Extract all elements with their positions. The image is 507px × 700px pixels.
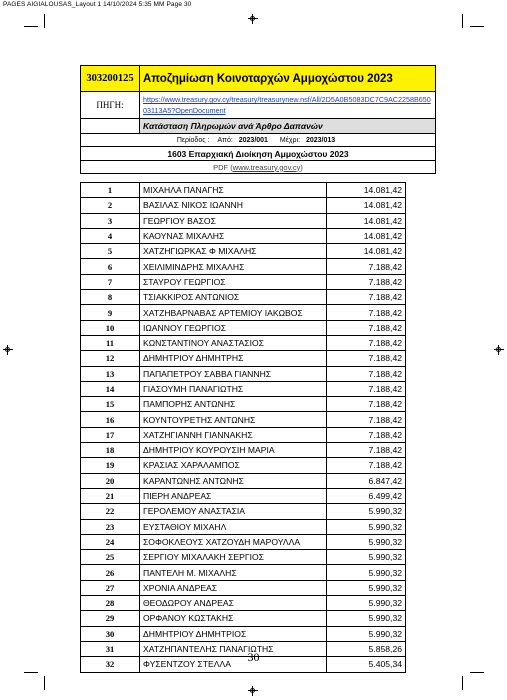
- table-row: [81, 626, 406, 641]
- payee-name: ΕΥΣΤΑΘΙΟΥ ΜΙΧΑΗΛ: [140, 519, 327, 534]
- payee-name: ΣΤΑΥΡΟΥ ΓΕΩΡΓΙΟΣ: [140, 274, 327, 289]
- payment-amount: 7.188,42: [327, 290, 406, 305]
- print-slug: PAGES AIGIALOUSAS_Layout 1 14/10/2024 5:35 ΜΜ Page 30: [3, 1, 192, 8]
- row-number: 21: [81, 488, 140, 503]
- payee-name: ΜΙΧΑΗΛΑ ΠΑΝΑΓΗΣ: [140, 183, 327, 198]
- payment-amount: 7.188,42: [327, 443, 406, 458]
- row-number: 11: [81, 335, 140, 350]
- header-table: [80, 65, 436, 174]
- row-number: 23: [81, 519, 140, 534]
- payment-amount: 7.188,42: [327, 458, 406, 473]
- registration-mark-icon: [248, 686, 258, 696]
- payment-amount: 5.990,32: [327, 550, 406, 565]
- payment-amount: 7.188,42: [327, 397, 406, 412]
- payment-amount: 7.188,42: [327, 412, 406, 427]
- crop-mark: [470, 26, 484, 27]
- payment-amount: 5.405,34: [327, 657, 406, 672]
- payment-amount: 5.990,32: [327, 580, 406, 595]
- table-row: [81, 565, 406, 580]
- payments-table: [80, 182, 406, 673]
- row-number: 16: [81, 412, 140, 427]
- crop-mark: [44, 676, 45, 690]
- payee-name: ΔΗΜΗΤΡΙΟΥ ΚΟΥΡΟΥΣΙΗ ΜΑΡΙΑ: [140, 443, 327, 458]
- payment-amount: 5.990,32: [327, 565, 406, 580]
- payment-amount: 14.081,42: [327, 228, 406, 243]
- row-number: 28: [81, 596, 140, 611]
- payee-name: ΧΑΤΖΗΓΙΩΡΚΑΣ Φ ΜΙΧΑΛΗΣ: [140, 244, 327, 259]
- row-number: 29: [81, 611, 140, 626]
- payment-amount: 7.188,42: [327, 427, 406, 442]
- payee-name: ΚΑΡΑΝΤΩΝΗΣ ΑΝΤΩΝΗΣ: [140, 473, 327, 488]
- payee-name: ΠΑΠΑΠΕΤΡΟΥ ΣΑΒΒΑ ΓΙΑΝΝΗΣ: [140, 366, 327, 381]
- payee-name: ΧΕΙΛΙΜΙΝΔΡΗΣ ΜΙΧΑΛΗΣ: [140, 259, 327, 274]
- pdf-source-line: PDF (www.treasury.gov.cy): [81, 161, 436, 174]
- row-number: 24: [81, 534, 140, 549]
- payee-name: ΙΩΑΝΝΟΥ ΓΕΩΡΓΙΟΣ: [140, 320, 327, 335]
- payee-name: ΒΑΣΙΛΑΣ ΝΙΚΟΣ ΙΩΑΝΝΗ: [140, 198, 327, 213]
- row-number: 3: [81, 213, 140, 228]
- table-row: [81, 320, 406, 335]
- row-number: 27: [81, 580, 140, 595]
- payment-amount: 7.188,42: [327, 320, 406, 335]
- payment-amount: 5.990,32: [327, 519, 406, 534]
- to-value: 2023/013: [305, 136, 336, 144]
- payee-name: ΦΥΣΕΝΤΖΟΥ ΣΤΕΛΛΑ: [140, 657, 327, 672]
- table-row: [81, 458, 406, 473]
- payment-amount: 5.990,32: [327, 596, 406, 611]
- payment-amount: 7.188,42: [327, 259, 406, 274]
- table-row: [81, 534, 406, 549]
- payment-amount: 14.081,42: [327, 244, 406, 259]
- payment-amount: 14.081,42: [327, 213, 406, 228]
- payment-amount: 7.188,42: [327, 366, 406, 381]
- payment-amount: 14.081,42: [327, 183, 406, 198]
- table-row: [81, 504, 406, 519]
- row-number: 4: [81, 228, 140, 243]
- payee-name: ΔΗΜΗΤΡΙΟΥ ΔΗΜΗΤΡΙΟΣ: [140, 626, 327, 641]
- row-number: 12: [81, 351, 140, 366]
- row-number: 9: [81, 305, 140, 320]
- payee-name: ΓΕΩΡΓΙΟΥ ΒΑΣΟΣ: [140, 213, 327, 228]
- period-line: [81, 134, 436, 147]
- payee-name: ΣΕΡΓΙΟΥ ΜΙΧΑΛΑΚΗ ΣΕΡΓΙΟΣ: [140, 550, 327, 565]
- row-number: 2: [81, 198, 140, 213]
- period-label: Περίοδος :: [176, 136, 210, 144]
- table-row: [81, 366, 406, 381]
- table-row: [81, 397, 406, 412]
- row-number: 30: [81, 626, 140, 641]
- table-row: [81, 488, 406, 503]
- table-row: [81, 473, 406, 488]
- payment-amount: 14.081,42: [327, 198, 406, 213]
- department-heading: 1603 Επαρχιακή Διοίκηση Αμμοχώστου 2023: [81, 147, 436, 161]
- payee-name: ΟΡΦΑΝΟΥ ΚΩΣΤΑΚΗΣ: [140, 611, 327, 626]
- payee-name: ΚΩΝΣΤΑΝΤΙΝΟΥ ΑΝΑΣΤΑΣΙΟΣ: [140, 335, 327, 350]
- budget-title: Αποζημίωση Κοινοταρχών Αμμοχώστου 2023: [140, 66, 436, 92]
- budget-code: 303200125: [81, 66, 140, 92]
- to-label: Μέχρι:: [279, 136, 301, 144]
- payee-name: ΚΡΑΣΙΑΣ ΧΑΡΑΛΑΜΠΟΣ: [140, 458, 327, 473]
- from-label: Από:: [217, 136, 233, 144]
- payment-amount: 7.188,42: [327, 335, 406, 350]
- table-row: [81, 259, 406, 274]
- payee-name: ΧΑΤΖΗΒΑΡΝΑΒΑΣ ΑΡΤΕΜΙΟΥ ΙΑΚΩΒΟΣ: [140, 305, 327, 320]
- payee-name: ΚΑΟΥΝΑΣ ΜΙΧΑΛΗΣ: [140, 228, 327, 243]
- table-row: [81, 213, 406, 228]
- registration-mark-icon: [3, 345, 13, 355]
- row-number: 8: [81, 290, 140, 305]
- table-row: [81, 596, 406, 611]
- table-row: [81, 381, 406, 396]
- row-number: 22: [81, 504, 140, 519]
- payee-name: ΧΑΤΖΗΠΑΝΤΕΛΗΣ ΠΑΝΑΓΙΩΤΗΣ: [140, 641, 327, 656]
- payee-name: ΤΣΙΑΚΚΙΡΟΣ ΑΝΤΩΝΙΟΣ: [140, 290, 327, 305]
- table-row: [81, 443, 406, 458]
- payment-amount: 7.188,42: [327, 381, 406, 396]
- payee-name: ΘΕΟΔΩΡΟΥ ΑΝΔΡΕΑΣ: [140, 596, 327, 611]
- row-number: 14: [81, 381, 140, 396]
- crop-mark: [24, 672, 38, 673]
- payee-name: ΠΑΜΠΟΡΗΣ ΑΝΤΩΝΗΣ: [140, 397, 327, 412]
- table-row: [81, 244, 406, 259]
- table-row: [81, 519, 406, 534]
- table-row: [81, 274, 406, 289]
- payment-amount: 5.858,26: [327, 641, 406, 656]
- payment-amount: 6.499,42: [327, 488, 406, 503]
- table-row: [81, 580, 406, 595]
- payment-amount: 5.990,32: [327, 504, 406, 519]
- table-row: [81, 290, 406, 305]
- row-number: 19: [81, 458, 140, 473]
- payment-amount: 5.990,32: [327, 534, 406, 549]
- payee-name: ΧΑΤΖΗΓΙΑΝΝΗ ΓΙΑΝΝΑΚΗΣ: [140, 427, 327, 442]
- payee-name: ΓΙΑΣΟΥΜΗ ΠΑΝΑΓΙΩΤΗΣ: [140, 381, 327, 396]
- registration-mark-icon: [248, 14, 258, 24]
- payment-amount: 6.847,42: [327, 473, 406, 488]
- payment-amount: 5.990,32: [327, 611, 406, 626]
- table-row: [81, 335, 406, 350]
- crop-mark: [44, 14, 45, 28]
- payee-name: ΔΗΜΗΤΡΙΟΥ ΔΗΜΗΤΡΗΣ: [140, 351, 327, 366]
- payee-name: ΧΡΟΝΙΑ ΑΝΔΡΕΑΣ: [140, 580, 327, 595]
- row-number: 5: [81, 244, 140, 259]
- table-row: [81, 427, 406, 442]
- row-number: 15: [81, 397, 140, 412]
- registration-mark-icon: [494, 345, 504, 355]
- row-number: 20: [81, 473, 140, 488]
- from-value: 2023/001: [238, 136, 268, 144]
- payee-name: ΠΙΕΡΗ ΑΝΔΡΕΑΣ: [140, 488, 327, 503]
- table-row: [81, 550, 406, 565]
- payee-name: ΚΟΥΝΤΟΥΡΕΤΗΣ ΑΝΤΩΝΗΣ: [140, 412, 327, 427]
- crop-mark: [462, 676, 463, 690]
- status-blank-cell: [81, 119, 140, 134]
- row-number: 18: [81, 443, 140, 458]
- payment-amount: 7.188,42: [327, 351, 406, 366]
- payment-amount: 5.990,32: [327, 626, 406, 641]
- crop-mark: [470, 672, 484, 673]
- row-number: 32: [81, 657, 140, 672]
- row-number: 26: [81, 565, 140, 580]
- row-number: 17: [81, 427, 140, 442]
- row-number: 10: [81, 320, 140, 335]
- table-row: [81, 183, 406, 198]
- crop-mark: [24, 26, 38, 27]
- payment-amount: 7.188,42: [327, 305, 406, 320]
- payment-amount: 7.188,42: [327, 274, 406, 289]
- payee-name: ΠΑΝΤΕΛΗ Μ. ΜΙΧΑΛΗΣ: [140, 565, 327, 580]
- status-heading: Κατάσταση Πληρωμών ανά Άρθρο Δαπανών: [140, 119, 436, 134]
- table-row: [81, 228, 406, 243]
- row-number: 25: [81, 550, 140, 565]
- payee-name: ΓΕΡΟΛΕΜΟΥ ΑΝΑΣΤΑΣΙΑ: [140, 504, 327, 519]
- table-row: [81, 305, 406, 320]
- row-number: 1: [81, 183, 140, 198]
- row-number: 13: [81, 366, 140, 381]
- row-number: 31: [81, 641, 140, 656]
- source-link[interactable]: https://www.treasury.gov.cy/treasury/treasurynew.nsf/All/2D5A0B5083DC7C9AC2258B65003113A5?OpenDocument: [140, 92, 436, 119]
- page-number: 30: [247, 650, 260, 664]
- source-label: ΠΗΓΗ:: [81, 92, 140, 119]
- payee-name: ΣΟΦΟΚΛΕΟΥΣ ΧΑΤΖΟΥΔΗ ΜΑΡΟΥΛΛΑ: [140, 534, 327, 549]
- table-row: [81, 611, 406, 626]
- row-number: 6: [81, 259, 140, 274]
- table-row: [81, 412, 406, 427]
- row-number: 7: [81, 274, 140, 289]
- table-row: [81, 351, 406, 366]
- crop-mark: [462, 14, 463, 28]
- pdf-link[interactable]: www.treasury.gov.cy: [232, 162, 301, 172]
- table-row: [81, 198, 406, 213]
